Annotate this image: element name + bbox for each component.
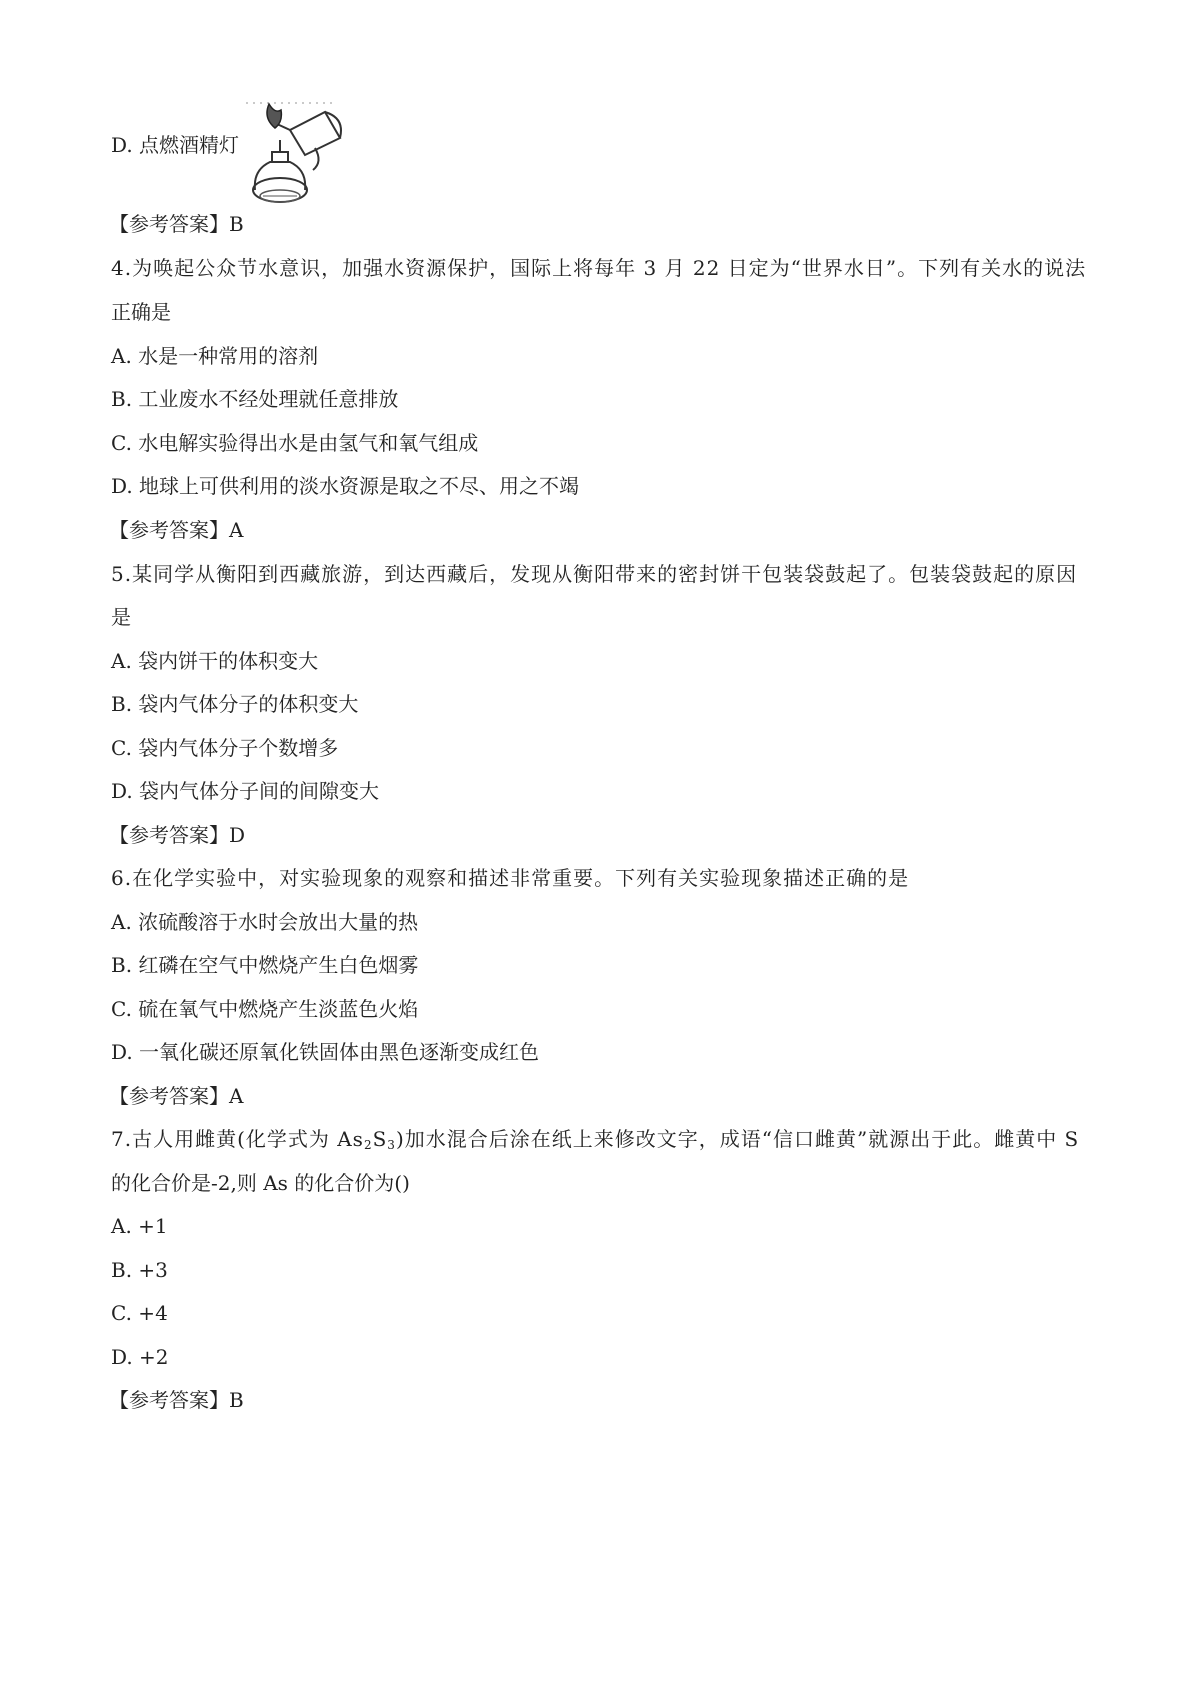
- q7-option-d: D. +2: [111, 1345, 169, 1369]
- q7-subscript-2: 2: [363, 1138, 373, 1152]
- q6-option-d: D. 一氧化碳还原氧化铁固体由黑色逐渐变成红色: [111, 1040, 540, 1064]
- q6-answer: 【参考答案】A: [109, 1084, 244, 1108]
- q7-option-c: C. +4: [111, 1301, 168, 1325]
- q4-option-c: C. 水电解实验得出水是由氢气和氧气组成: [111, 431, 479, 455]
- q7-stem-line1: [111, 1127, 1120, 1151]
- q7-answer: 【参考答案】B: [109, 1388, 244, 1412]
- q5-stem-line1: 5.某同学从衡阳到西藏旅游，到达西藏后，发现从衡阳带来的密封饼干包装袋鼓起了。包装袋鼓起的原因: [111, 562, 1078, 586]
- q7-subscript-3: 3: [387, 1138, 396, 1152]
- q5-option-a: A. 袋内饼干的体积变大: [111, 649, 319, 673]
- q3-option-d: D. 点燃酒精灯: [111, 133, 240, 157]
- q5-stem-line2: 是: [111, 605, 131, 629]
- q4-option-d: D. 地球上可供利用的淡水资源是取之不尽、用之不竭: [111, 474, 580, 498]
- q7-stem-part2: S: [372, 1127, 388, 1151]
- q7-stem-line2: 的化合价是-2,则 As 的化合价为(): [111, 1171, 410, 1195]
- q7-stem-part1: 7.古人用雌黄(化学式为 As: [111, 1127, 364, 1151]
- q7-option-a: A. +1: [111, 1214, 168, 1238]
- q6-stem-line1: 6.在化学实验中，对实验现象的观察和描述非常重要。下列有关实验现象描述正确的是: [111, 866, 910, 890]
- q4-stem-line2: 正确是: [111, 300, 171, 324]
- q7-stem-part3: )加水混合后涂在纸上来修改文字，成语“信口雌黄”就源出于此。雌黄中 S: [395, 1127, 1080, 1151]
- q4-answer: 【参考答案】A: [109, 518, 244, 542]
- q5-option-b: B. 袋内气体分子的体积变大: [111, 692, 359, 716]
- q5-answer: 【参考答案】D: [109, 823, 246, 847]
- q6-option-a: A. 浓硫酸溶于水时会放出大量的热: [111, 910, 419, 934]
- q4-stem-line1: 4.为唤起公众节水意识，加强水资源保护，国际上将每年 3 月 22 日定为“世界水日”。下列有关水的说法: [111, 256, 1087, 280]
- q4-option-b: B. 工业废水不经处理就任意排放: [111, 387, 399, 411]
- q6-option-c: C. 硫在氧气中燃烧产生淡蓝色火焰: [111, 997, 419, 1021]
- q5-option-c: C. 袋内气体分子个数增多: [111, 736, 339, 760]
- q5-option-d: D. 袋内气体分子间的间隙变大: [111, 779, 380, 803]
- q4-option-a: A. 水是一种常用的溶剂: [111, 344, 319, 368]
- alcohol-lamp-illustration-icon: [245, 100, 365, 215]
- q7-option-b: B. +3: [111, 1258, 168, 1282]
- q3-answer: 【参考答案】B: [109, 212, 244, 236]
- q6-option-b: B. 红磷在空气中燃烧产生白色烟雾: [111, 953, 419, 977]
